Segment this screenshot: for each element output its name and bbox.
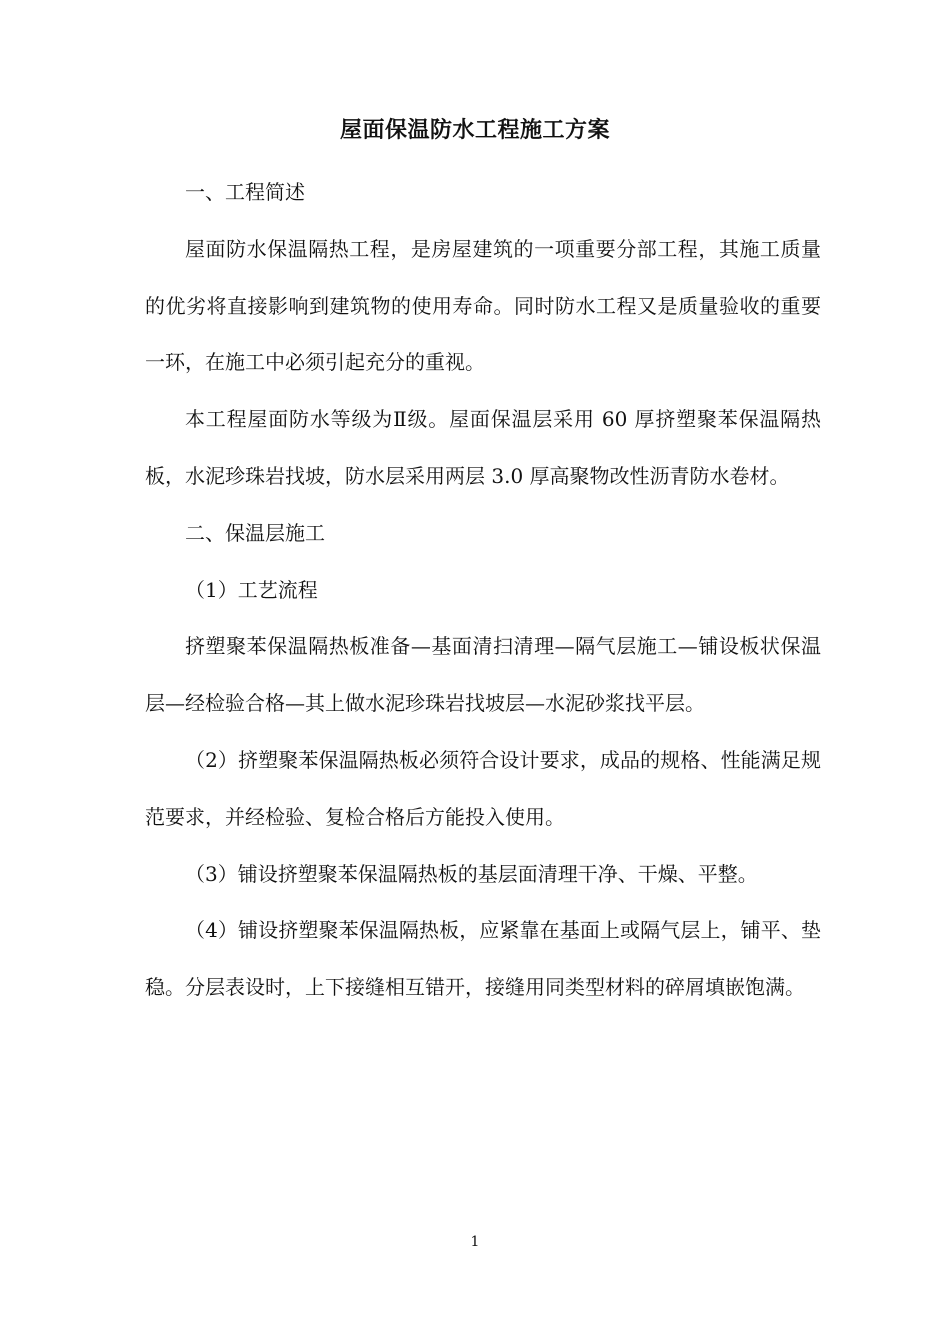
section-heading-overview: 一、工程简述: [185, 180, 305, 204]
document-title: 屋面保温防水工程施工方案: [339, 117, 610, 143]
paragraph-item-2: （2）挤塑聚苯保温隔热板必须符合设计要求，成品的规格、性能满足规范要求，并经检验、复检合格后方能投入使用。: [145, 747, 821, 829]
paragraph-item-3: （3）铺设挤塑聚苯保温隔热板的基层面清理干净、干燥、平整。: [185, 861, 758, 886]
paragraph-item-4: （4）铺设挤塑聚苯保温隔热板，应紧靠在基面上或隔气层上，铺平、垫稳。分层表设时，上下接缝相互错开，接缝用同类型材料的碎屑填嵌饱满。: [145, 918, 821, 1000]
section-heading-insulation: 二、保温层施工: [185, 520, 325, 545]
page-number: 1: [470, 1234, 480, 1250]
subheading-process-flow: （1）工艺流程: [185, 577, 318, 602]
paragraph-overview-specs: 本工程屋面防水等级为Ⅱ级。屋面保温层采用 60 厚挤塑聚苯保温隔热板，水泥珍珠岩找坡，防水层采用两层 3.0 厚高聚物改性沥青防水卷材。: [145, 407, 821, 488]
document-body: [145, 164, 821, 1016]
paragraph-overview-importance: 屋面防水保温隔热工程，是房屋建筑的一项重要分部工程，其施工质量的优劣将直接影响到建筑物的使用寿命。同时防水工程又是质量验收的重要一环，在施工中必须引起充分的重视。: [145, 236, 821, 375]
paragraph-process-flow: 挤塑聚苯保温隔热板准备—基面清扫清理—隔气层施工—铺设板状保温层—经检验合格—其上做水泥珍珠岩找坡层—水泥砂浆找平层。: [145, 634, 821, 716]
